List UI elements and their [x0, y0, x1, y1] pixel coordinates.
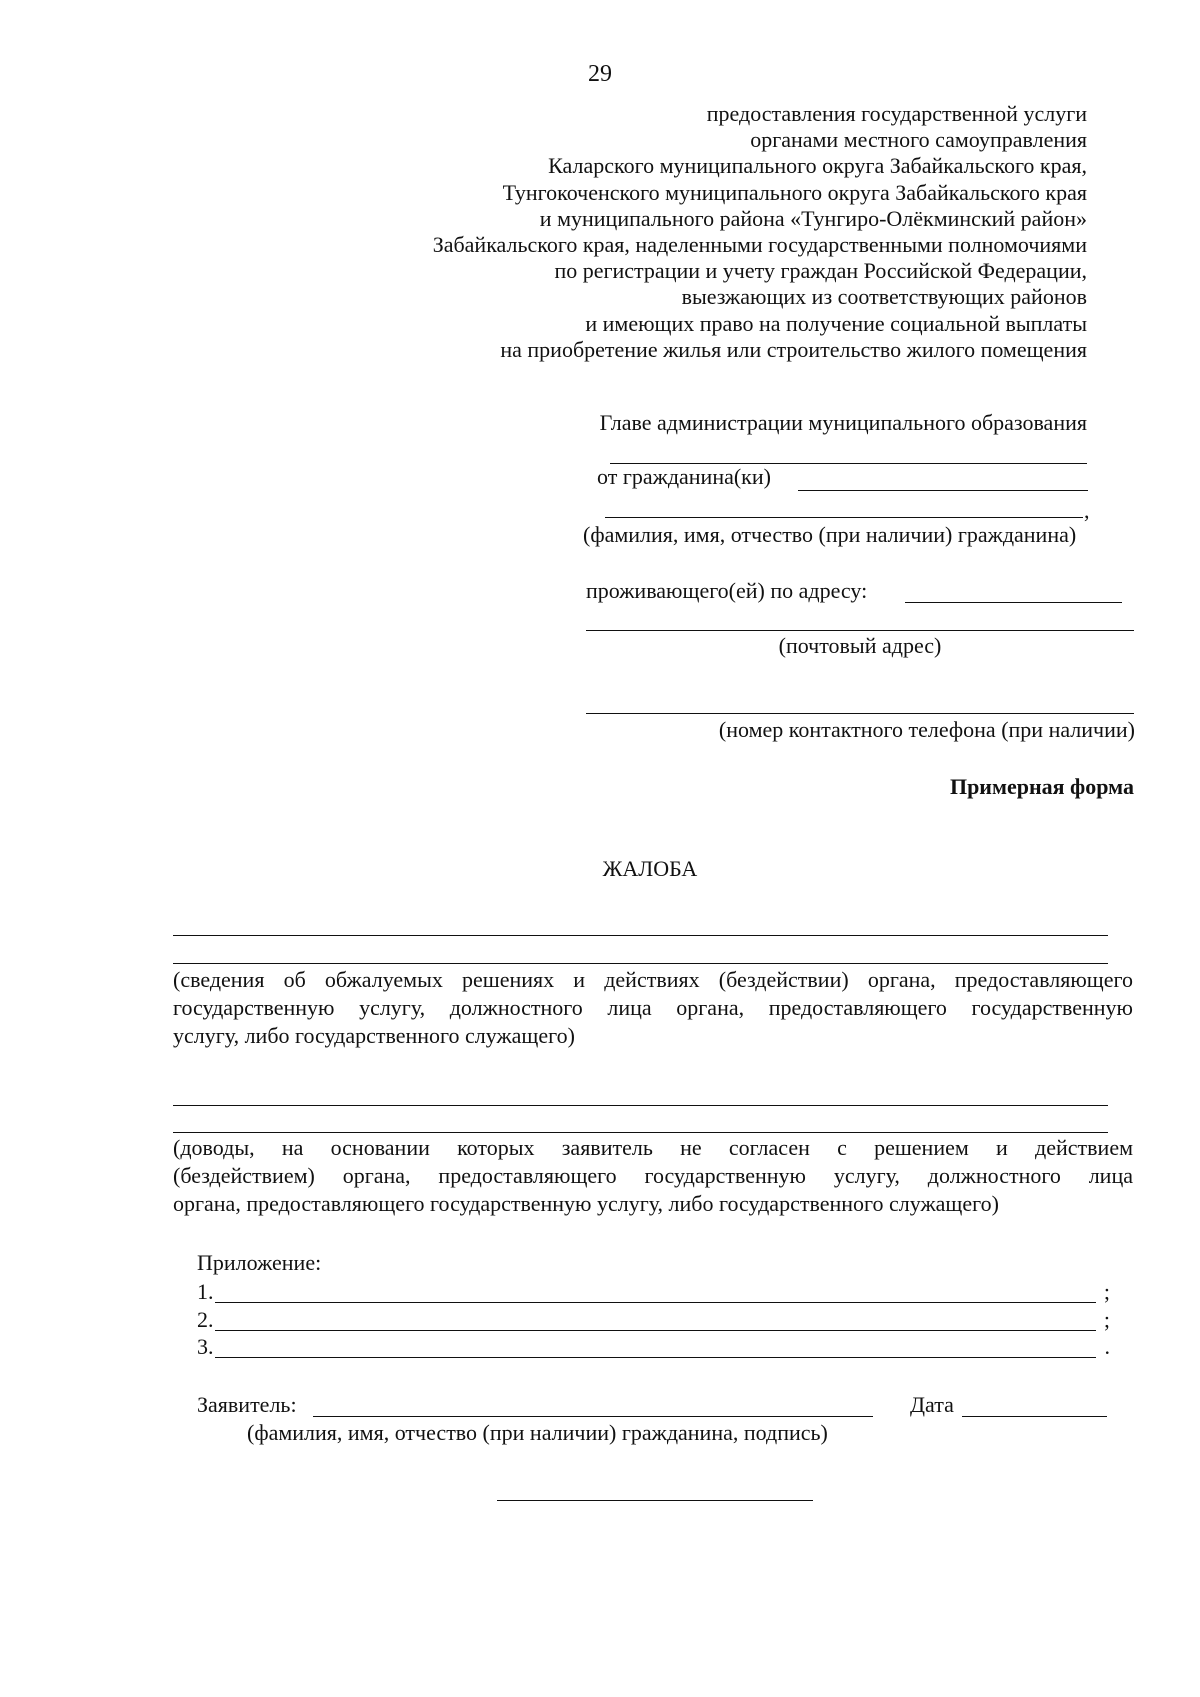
header-line: по регистрации и учету граждан Российской Федерации,	[554, 258, 1087, 284]
form-type: Примерная форма	[949, 774, 1134, 799]
phone-caption: (номер контактного телефона (при наличии)	[718, 717, 1135, 742]
header-line: Тунгокоченского муниципального округа Забайкальского края	[502, 179, 1087, 205]
address-caption: (почтовый адрес)	[778, 633, 942, 658]
address-field-2[interactable]	[586, 630, 1134, 631]
caption-line: государственную услугу, должностного лица органа, предоставляющего государственную	[173, 995, 1133, 1020]
addressee-label: Главе администрации муниципального образования	[599, 410, 1087, 435]
header-line: Забайкальского края, наделенными государственными полномочиями	[432, 232, 1087, 258]
header-line: и муниципального района «Тунгиро-Олёкминский район»	[539, 205, 1087, 231]
name-comma: ,	[1084, 498, 1090, 523]
header-line: предоставления государственной услуги	[706, 101, 1087, 126]
attachments-label: Приложение:	[197, 1250, 322, 1275]
header-line: на приобретение жилья или строительство жилого помещения	[500, 336, 1087, 362]
attachment-end: ;	[1103, 1307, 1110, 1332]
document-title: ЖАЛОБА	[602, 856, 698, 881]
from-label: от гражданина(ки)	[597, 464, 771, 489]
name-caption: (фамилия, имя, отчество (при наличии) гражданина)	[583, 522, 1077, 547]
separator-line	[497, 1500, 813, 1501]
arguments-field-1[interactable]	[173, 1105, 1108, 1106]
attachment-number: 3.	[197, 1334, 214, 1359]
caption-line: органа, предоставляющего государственную услугу, либо государственного служащего)	[173, 1191, 999, 1216]
caption-line: (сведения об обжалуемых решениях и действиях (бездействии) органа, предоставляющего	[173, 967, 1133, 992]
caption-line: (бездействием) органа, предоставляющего государственную услугу, должностного лица	[173, 1163, 1133, 1188]
signature-caption: (фамилия, имя, отчество (при наличии) гражданина, подпись)	[247, 1420, 828, 1445]
decision-field-2[interactable]	[173, 963, 1108, 964]
attachment-number: 1.	[197, 1279, 214, 1304]
applicant-name-field[interactable]	[798, 490, 1088, 491]
arguments-caption	[173, 1134, 1133, 1218]
address-field[interactable]	[905, 602, 1122, 603]
applicant-signature-field[interactable]	[313, 1416, 873, 1417]
header-line: органами местного самоуправления	[750, 127, 1087, 153]
applicant-name-field-2[interactable]	[605, 517, 1083, 518]
date-field[interactable]	[962, 1416, 1107, 1417]
caption-line: (доводы, на основании которых заявитель не согласен с решением и действием	[173, 1135, 1133, 1160]
caption-line: услугу, либо государственного служащего)	[173, 1023, 575, 1048]
attachment-item[interactable]	[197, 1334, 1110, 1360]
attachment-field[interactable]	[215, 1330, 1096, 1331]
attachment-item[interactable]	[197, 1307, 1110, 1333]
arguments-field-2[interactable]	[173, 1132, 1108, 1133]
attachment-field[interactable]	[215, 1357, 1096, 1358]
phone-field[interactable]	[586, 713, 1134, 714]
attachment-field[interactable]	[215, 1302, 1096, 1303]
decision-field-1[interactable]	[173, 935, 1108, 936]
date-label: Дата	[910, 1392, 954, 1417]
header-block	[327, 101, 1087, 363]
attachment-end: ;	[1103, 1279, 1110, 1304]
page-number: 29	[588, 61, 612, 87]
attachment-number: 2.	[197, 1307, 214, 1332]
attachment-end: .	[1104, 1334, 1110, 1359]
applicant-label: Заявитель:	[197, 1392, 297, 1417]
header-line: Каларского муниципального округа Забайкальского края,	[548, 153, 1087, 179]
attachment-item[interactable]	[197, 1279, 1110, 1305]
decision-caption	[173, 966, 1133, 1050]
residing-label: проживающего(ей) по адресу:	[586, 578, 868, 603]
header-line: и имеющих право на получение социальной выплаты	[585, 310, 1087, 336]
header-line: выезжающих из соответствующих районов	[681, 284, 1087, 310]
